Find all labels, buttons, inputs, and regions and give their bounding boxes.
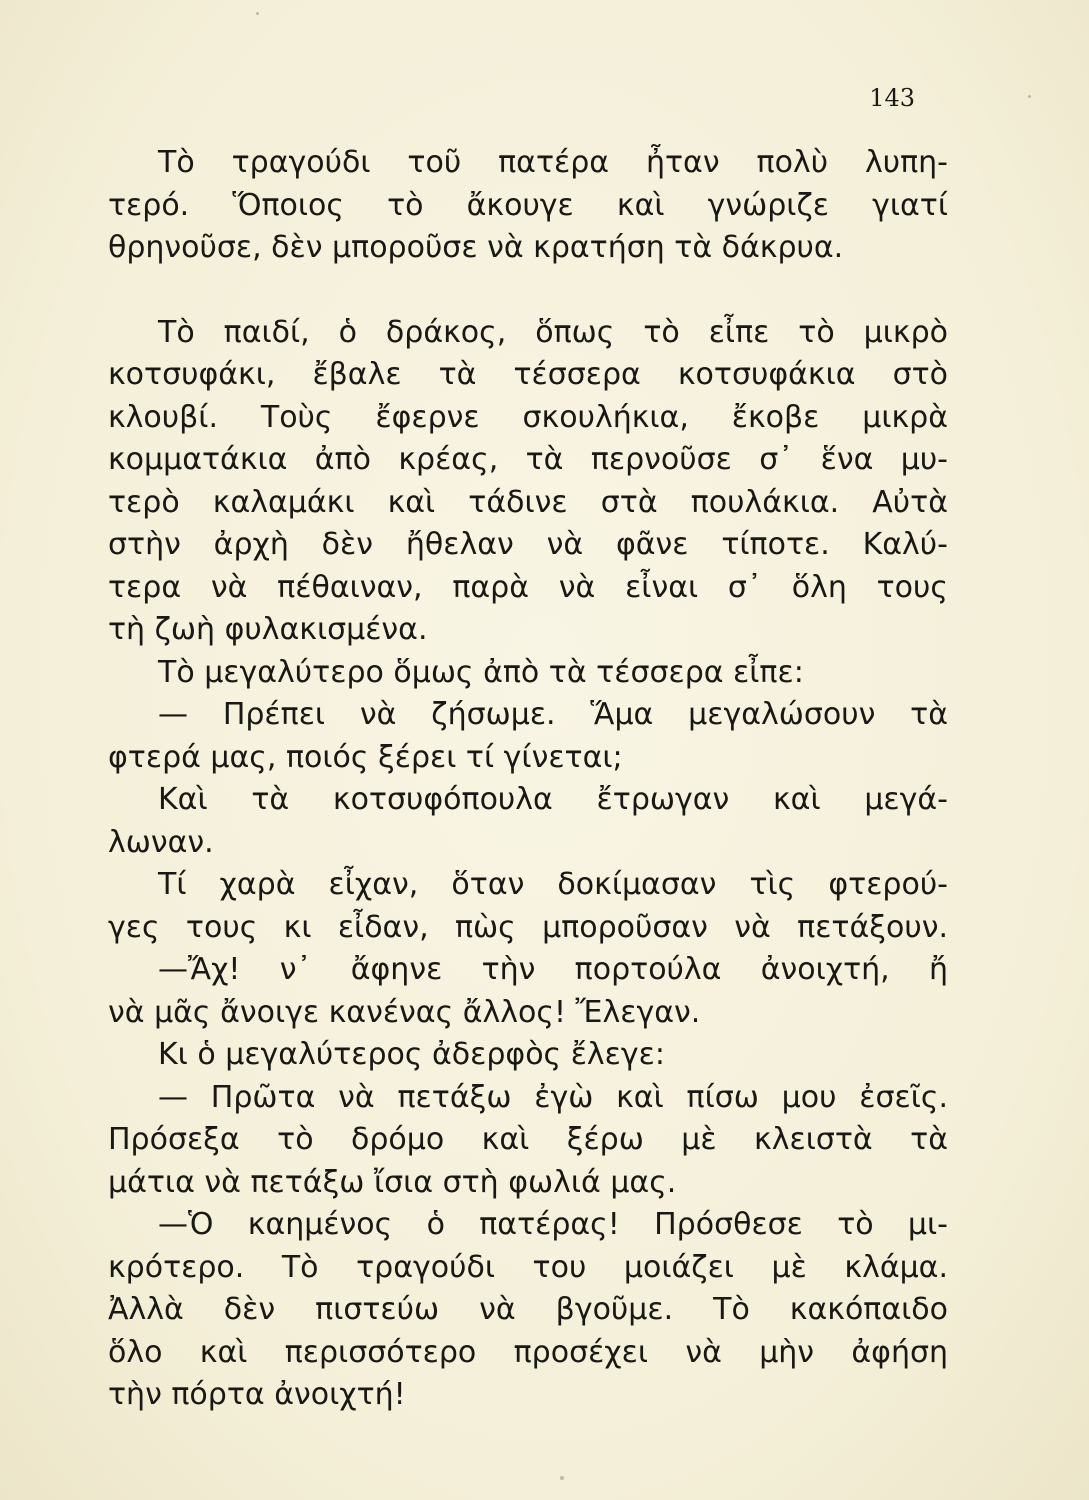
text-line: ὅλο καὶ περισσότερο προσέχει νὰ μὴν ἀφήση <box>108 1334 948 1370</box>
body-text <box>108 142 948 1417</box>
paper-speck <box>560 1476 564 1480</box>
text-line: φτερά μας, ποιός ξέρει τί γίνεται; <box>108 739 623 775</box>
text-line: λωναν. <box>108 824 214 860</box>
text-line: τὴν πόρτα ἀνοιχτή! <box>108 1377 406 1412</box>
text-line: Κι ὁ μεγαλύτερος ἀδερφὸς ἔλεγε: <box>158 1037 665 1072</box>
paragraph <box>108 1077 948 1205</box>
text-line: Πρόσεξα τὸ δρόμο καὶ ξέρω μὲ κλειστὰ τὰ <box>108 1122 948 1157</box>
text-line: τὴ ζωὴ φυλακισμένα. <box>108 612 428 647</box>
text-line: μάτια νὰ πετάξω ἴσια στὴ φωλιά μας. <box>108 1164 677 1200</box>
paragraph <box>108 864 948 949</box>
text-line: Τί χαρὰ εἶχαν, ὅταν δοκίμασαν τὶς φτερού- <box>158 867 948 902</box>
text-line: Τὸ τραγούδι τοῦ πατέρα ἦταν πολὺ λυπη- <box>158 145 948 180</box>
text-line: τερὸ καλαμάκι καὶ τάδινε στὰ πουλάκια. Αὐτὰ <box>108 484 948 520</box>
text-line: κρότερο. Τὸ τραγούδι του μοιάζει μὲ κλάμα. <box>108 1249 948 1285</box>
text-line: κοτσυφάκι, ἔβαλε τὰ τέσσερα κοτσυφάκια στὸ <box>108 357 948 392</box>
text-line: τερό. Ὅποιος τὸ ἄκουγε καὶ γνώριζε γιατί <box>108 187 948 223</box>
text-line: —Ὁ καημένος ὁ πατέρας! Πρόσθεσε τὸ μι- <box>158 1207 948 1242</box>
text-line: — Πρῶτα νὰ πετάξω ἐγὼ καὶ πίσω μου ἐσεῖς. <box>158 1079 948 1115</box>
paragraph <box>108 312 948 652</box>
paragraph-gap <box>108 270 948 312</box>
text-line: τερα νὰ πέθαιναν, παρὰ νὰ εἶναι σ᾽ ὅλη τους <box>108 569 948 605</box>
page-number: 143 <box>869 84 915 112</box>
text-line: στὴν ἀρχὴ δὲν ἤθελαν νὰ φᾶνε τίποτε. Καλύ- <box>108 527 948 562</box>
text-line: —Ἄχ! ν᾽ ἄφηνε τὴν πορτούλα ἀνοιχτή, ἤ <box>158 952 948 987</box>
paper-speck <box>256 12 259 15</box>
text-line: κομματάκια ἀπὸ κρέας, τὰ περνοῦσε σ᾽ ἕνα μυ- <box>108 442 948 477</box>
text-line: γες τους κι εἶδαν, πὼς μποροῦσαν νὰ πετάξουν. <box>108 909 948 945</box>
paragraph <box>108 1034 948 1077</box>
text-line: — Πρέπει νὰ ζήσωμε. Ἅμα μεγαλώσουν τὰ <box>158 697 948 732</box>
paragraph <box>108 694 948 779</box>
paragraph <box>108 1204 948 1417</box>
paragraph <box>108 652 948 695</box>
text-line: Καὶ τὰ κοτσυφόπουλα ἔτρωγαν καὶ μεγά- <box>158 782 948 817</box>
text-line: Ἀλλὰ δὲν πιστεύω νὰ βγοῦμε. Τὸ κακόπαιδο <box>108 1292 948 1327</box>
paragraph <box>108 779 948 864</box>
paragraph <box>108 142 948 270</box>
text-line: Τὸ παιδί, ὁ δράκος, ὅπως τὸ εἶπε τὸ μικρὸ <box>158 314 948 350</box>
text-line: θρηνοῦσε, δὲν μποροῦσε νὰ κρατήση τὰ δάκρυα. <box>108 230 844 265</box>
text-line: νὰ μᾶς ἄνοιγε κανένας ἄλλος! Ἔλεγαν. <box>108 994 701 1030</box>
paragraph <box>108 949 948 1034</box>
paper-speck <box>1028 95 1031 98</box>
text-line: κλουβί. Τοὺς ἔφερνε σκουλήκια, ἔκοβε μικρὰ <box>108 399 948 435</box>
text-line: Τὸ μεγαλύτερο ὅμως ἀπὸ τὰ τέσσερα εἶπε: <box>158 654 804 690</box>
